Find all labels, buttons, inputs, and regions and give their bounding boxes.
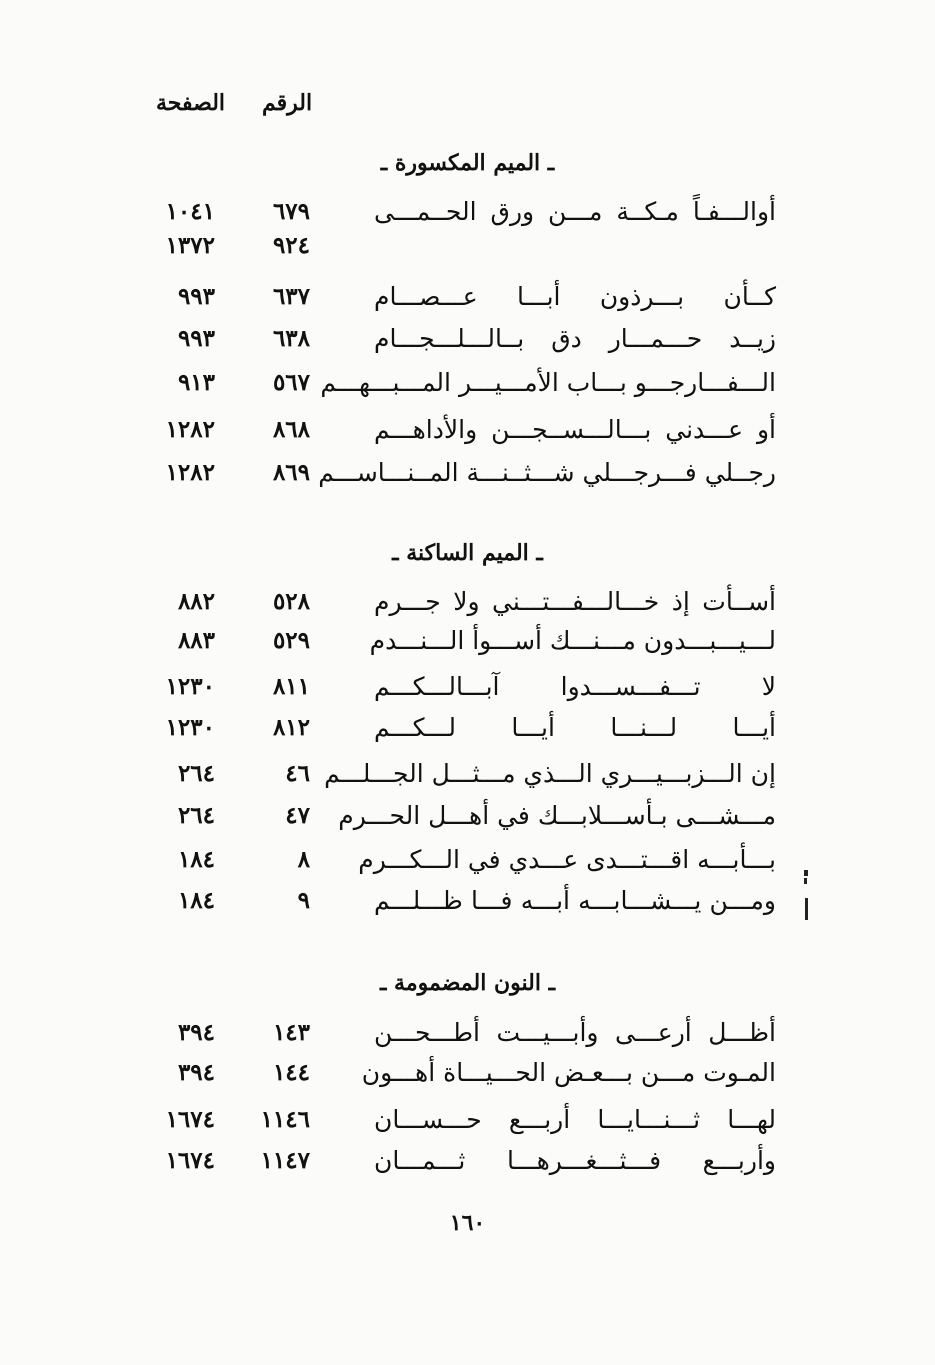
verse-text: إن الـــزبـــيـــري الـــذي مـــثـــل الجـــلـــم — [324, 759, 776, 788]
page-number: ٩٩٣ — [177, 325, 215, 352]
verse-number: ١١٤٧ — [260, 1147, 310, 1174]
page-number: ٨٨٢ — [177, 588, 215, 615]
verse-text: أظـــل أرعـــى وأبـــيـــت أطـــحـــن — [374, 1018, 776, 1047]
verse-text: لهـــا ثـــنـــايـــا أربـــع حـــســـان — [374, 1105, 776, 1134]
verse-text: المـوت مـــن بـــعـض الحـــيـــاة أهـــون — [361, 1058, 776, 1087]
index-row — [0, 757, 935, 797]
index-row — [0, 229, 935, 269]
verse-text: زيــد حـــمـــار دق بــالـــلـــجـــام — [374, 324, 776, 353]
page-number: ٢٦٤ — [177, 802, 215, 829]
index-row — [0, 280, 935, 320]
section-title-meem-sakina: ـ الميم الساكنة ـ — [392, 540, 543, 566]
verse-number: ٤٧ — [285, 802, 310, 829]
verse-number: ٥٦٧ — [272, 369, 310, 396]
page-folio-number: ١٦٠ — [449, 1210, 486, 1236]
page-number: ٣٩٤ — [177, 1059, 215, 1086]
verse-number: ٨١٢ — [272, 714, 310, 741]
verse-text: ومـــن يـــشـــابـــه أبـــه فـــا ظـــلـــم — [374, 886, 776, 915]
verse-number: ٩٢٤ — [272, 232, 310, 259]
page-column-header: الصفحة — [156, 90, 226, 116]
page-number: ١٢٨٢ — [165, 459, 215, 486]
index-row — [0, 1016, 935, 1056]
index-row — [0, 1056, 935, 1096]
page-number: ١٦٧٤ — [165, 1106, 215, 1133]
index-row — [0, 366, 935, 406]
section-title-noon-madmouma: ـ النون المضمومة ـ — [379, 970, 556, 996]
page-number: ٩٩٣ — [177, 283, 215, 310]
verse-text: أوالـــفـاً مـكــة مـــن ورق الحــمـــى — [374, 197, 776, 226]
page-number: ٢٦٤ — [177, 760, 215, 787]
verse-number: ١١٤٦ — [260, 1106, 310, 1133]
verse-text: أســأت إذ خـــالـــفـــتـــني ولا جـــرم — [374, 587, 776, 616]
page-number: ٩١٣ — [177, 369, 215, 396]
index-row — [0, 322, 935, 362]
page-number: ١٨٤ — [177, 846, 215, 873]
index-row — [0, 884, 935, 924]
page-number: ٣٩٤ — [177, 1019, 215, 1046]
page-number: ١٢٣٠ — [165, 673, 215, 700]
verse-text: لا تـــفـــســـدوا آبـــالـــكـــم — [374, 672, 776, 701]
verse-number: ٥٢٩ — [272, 627, 310, 654]
verse-number: ٩ — [297, 887, 310, 914]
verse-text: مـــشـــى بـأســـلابـــك في أهـــل الحـــرم — [338, 801, 776, 830]
verse-number: ٤٦ — [285, 760, 310, 787]
index-row — [0, 1144, 935, 1184]
page-number: ١٣٧٢ — [165, 232, 215, 259]
verse-text: وأربـــع فـــثـــغـــرهـــا ثـــمـــان — [374, 1146, 776, 1175]
verse-number: ٨٦٨ — [272, 416, 310, 443]
page-number: ١٢٣٠ — [165, 714, 215, 741]
verse-number: ٦٣٨ — [272, 325, 310, 352]
margin-mark — [800, 868, 814, 922]
verse-text: بـــأبـــه اقـــتـــدى عـــدي في الـــكـــرم — [358, 845, 776, 874]
number-column-header: الرقم — [262, 90, 313, 116]
index-row — [0, 456, 935, 496]
verse-number: ١٤٣ — [272, 1019, 310, 1046]
verse-text: رجــلي فـــرجـــلي شـــثــنـــة المــنـــاســـم — [318, 458, 776, 487]
index-row — [0, 585, 935, 625]
page-number: ١٠٤١ — [165, 198, 215, 225]
verse-number: ٨١١ — [272, 673, 310, 700]
index-row — [0, 711, 935, 751]
verse-number: ٨ — [297, 846, 310, 873]
page-number: ١٦٧٤ — [165, 1147, 215, 1174]
verse-number: ٦٧٩ — [272, 198, 310, 225]
verse-text: الـــفـــارجـــو بـــاب الأمـــيـــر المـــبـــهـــم — [320, 368, 776, 397]
page-number: ١٢٨٢ — [165, 416, 215, 443]
verse-text: أو عـــدني بـــالـــســجـــن والأداهـــم — [374, 415, 776, 444]
verse-number: ١٤٤ — [272, 1059, 310, 1086]
page-number: ٨٨٣ — [177, 627, 215, 654]
verse-number: ٦٣٧ — [272, 283, 310, 310]
verse-text: لـــيـــبـــدون مـــنـــك أســـوأ الـــنـــدم — [369, 626, 776, 655]
page-number: ١٨٤ — [177, 887, 215, 914]
section-title-meem-maksoura: ـ الميم المكسورة ـ — [380, 150, 555, 176]
verse-number: ٨٦٩ — [272, 459, 310, 486]
index-row — [0, 843, 935, 883]
index-row — [0, 413, 935, 453]
verse-number: ٥٢٨ — [272, 588, 310, 615]
verse-text: كــأن بـــرذون أبـــا عـــصـــام — [374, 282, 776, 311]
index-row — [0, 624, 935, 664]
verse-text: أيـــا لـــنـــا أيـــا لـــكـــم — [374, 713, 776, 742]
index-row — [0, 1103, 935, 1143]
index-row — [0, 670, 935, 710]
index-row — [0, 799, 935, 839]
